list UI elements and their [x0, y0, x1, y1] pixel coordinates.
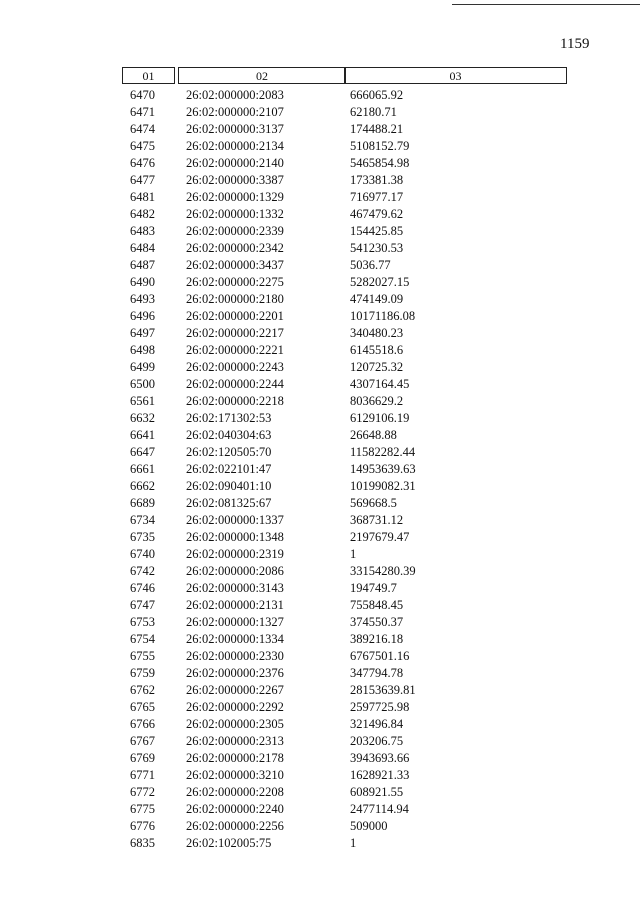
table-cell-c3: 569668.5 — [350, 496, 397, 510]
table-row — [0, 750, 640, 767]
table-cell-c2: 26:02:000000:2256 — [186, 819, 284, 833]
table-cell-c2: 26:02:040304:63 — [186, 428, 272, 442]
table-cell-c3: 26648.88 — [350, 428, 397, 442]
table-cell-c3: 10171186.08 — [350, 309, 416, 323]
table-cell-c1: 6766 — [130, 717, 155, 731]
table-cell-c1: 6475 — [130, 139, 155, 153]
table-row — [0, 291, 640, 308]
table-row — [0, 172, 640, 189]
column-header-03: 03 — [344, 67, 567, 84]
table-cell-c2: 26:02:171302:53 — [186, 411, 272, 425]
table-cell-c3: 2477114.94 — [350, 802, 409, 816]
table-cell-c2: 26:02:000000:1337 — [186, 513, 284, 527]
table-cell-c3: 1628921.33 — [350, 768, 410, 782]
table-row — [0, 784, 640, 801]
table-row — [0, 716, 640, 733]
table-cell-c2: 26:02:000000:2083 — [186, 88, 284, 102]
table-cell-c1: 6747 — [130, 598, 155, 612]
table-cell-c3: 755848.45 — [350, 598, 404, 612]
table-cell-c2: 26:02:000000:2180 — [186, 292, 284, 306]
table-row — [0, 410, 640, 427]
table-row — [0, 206, 640, 223]
table-row — [0, 444, 640, 461]
table-cell-c3: 174488.21 — [350, 122, 404, 136]
table-row — [0, 138, 640, 155]
table-row — [0, 461, 640, 478]
table-cell-c3: 28153639.81 — [350, 683, 416, 697]
table-cell-c2: 26:02:000000:2221 — [186, 343, 284, 357]
table-cell-c3: 2597725.98 — [350, 700, 410, 714]
table-body — [0, 87, 640, 852]
table-cell-c2: 26:02:000000:1348 — [186, 530, 284, 544]
table-row — [0, 546, 640, 563]
table-row — [0, 767, 640, 784]
table-cell-c1: 6499 — [130, 360, 155, 374]
table-cell-c3: 467479.62 — [350, 207, 404, 221]
table-cell-c1: 6476 — [130, 156, 155, 170]
table-cell-c2: 26:02:000000:2140 — [186, 156, 284, 170]
table-cell-c1: 6632 — [130, 411, 155, 425]
table-cell-c1: 6771 — [130, 768, 155, 782]
table-cell-c2: 26:02:000000:2319 — [186, 547, 284, 561]
table-cell-c1: 6500 — [130, 377, 155, 391]
table-row — [0, 580, 640, 597]
top-rule — [452, 4, 640, 5]
table-row — [0, 682, 640, 699]
table-cell-c2: 26:02:000000:3387 — [186, 173, 284, 187]
table-row — [0, 325, 640, 342]
table-header — [122, 67, 567, 85]
table-cell-c1: 6487 — [130, 258, 155, 272]
table-row — [0, 342, 640, 359]
table-cell-c2: 26:02:000000:2134 — [186, 139, 284, 153]
table-cell-c2: 26:02:000000:2376 — [186, 666, 284, 680]
table-row — [0, 733, 640, 750]
table-cell-c3: 608921.55 — [350, 785, 404, 799]
table-cell-c2: 26:02:000000:2201 — [186, 309, 284, 323]
table-cell-c1: 6493 — [130, 292, 155, 306]
table-row — [0, 87, 640, 104]
table-row — [0, 801, 640, 818]
page-number: 1159 — [560, 36, 590, 52]
table-cell-c2: 26:02:000000:2339 — [186, 224, 284, 238]
table-row — [0, 308, 640, 325]
table-cell-c3: 321496.84 — [350, 717, 404, 731]
table-cell-c3: 5036.77 — [350, 258, 391, 272]
column-header-02: 02 — [178, 67, 346, 84]
table-row — [0, 835, 640, 852]
table-row — [0, 818, 640, 835]
table-cell-c3: 6129106.19 — [350, 411, 410, 425]
table-cell-c2: 26:02:000000:2218 — [186, 394, 284, 408]
table-row — [0, 393, 640, 410]
table-cell-c3: 340480.23 — [350, 326, 404, 340]
table-cell-c2: 26:02:000000:2267 — [186, 683, 284, 697]
table-row — [0, 189, 640, 206]
table-cell-c1: 6497 — [130, 326, 155, 340]
table-cell-c2: 26:02:000000:2244 — [186, 377, 284, 391]
table-cell-c1: 6661 — [130, 462, 155, 476]
table-cell-c2: 26:02:000000:2313 — [186, 734, 284, 748]
table-cell-c2: 26:02:102005:75 — [186, 836, 272, 850]
table-cell-c2: 26:02:000000:2107 — [186, 105, 284, 119]
table-cell-c2: 26:02:000000:1334 — [186, 632, 284, 646]
table-cell-c1: 6762 — [130, 683, 155, 697]
table-cell-c1: 6740 — [130, 547, 155, 561]
table-cell-c3: 1 — [350, 836, 357, 850]
table-row — [0, 699, 640, 716]
table-cell-c3: 389216.18 — [350, 632, 404, 646]
table-cell-c3: 541230.53 — [350, 241, 404, 255]
table-cell-c3: 368731.12 — [350, 513, 404, 527]
table-row — [0, 104, 640, 121]
table-cell-c3: 194749.7 — [350, 581, 397, 595]
table-cell-c1: 6471 — [130, 105, 155, 119]
table-cell-c2: 26:02:000000:1332 — [186, 207, 284, 221]
table-row — [0, 563, 640, 580]
column-header-01: 01 — [122, 67, 175, 84]
table-cell-c3: 10199082.31 — [350, 479, 416, 493]
table-cell-c2: 26:02:081325:67 — [186, 496, 272, 510]
table-row — [0, 614, 640, 631]
table-cell-c3: 6145518.6 — [350, 343, 404, 357]
table-cell-c2: 26:02:090401:10 — [186, 479, 272, 493]
table-row — [0, 376, 640, 393]
table-cell-c1: 6772 — [130, 785, 155, 799]
table-cell-c1: 6769 — [130, 751, 155, 765]
table-cell-c3: 5108152.79 — [350, 139, 410, 153]
table-cell-c2: 26:02:000000:2217 — [186, 326, 284, 340]
table-cell-c2: 26:02:000000:2342 — [186, 241, 284, 255]
table-cell-c3: 154425.85 — [350, 224, 404, 238]
table-row — [0, 648, 640, 665]
table-cell-c1: 6662 — [130, 479, 155, 493]
table-cell-c3: 62180.71 — [350, 105, 397, 119]
table-cell-c2: 26:02:000000:2131 — [186, 598, 284, 612]
table-row — [0, 240, 640, 257]
table-cell-c2: 26:02:000000:2208 — [186, 785, 284, 799]
table-cell-c1: 6481 — [130, 190, 155, 204]
table-cell-c2: 26:02:000000:2086 — [186, 564, 284, 578]
table-cell-c3: 8036629.2 — [350, 394, 404, 408]
table-row — [0, 597, 640, 614]
table-cell-c1: 6647 — [130, 445, 155, 459]
table-row — [0, 274, 640, 291]
table-cell-c1: 6490 — [130, 275, 155, 289]
table-cell-c1: 6775 — [130, 802, 155, 816]
table-cell-c3: 14953639.63 — [350, 462, 416, 476]
table-cell-c3: 173381.38 — [350, 173, 404, 187]
table-cell-c3: 5465854.98 — [350, 156, 410, 170]
table-cell-c1: 6496 — [130, 309, 155, 323]
table-cell-c1: 6483 — [130, 224, 155, 238]
table-cell-c2: 26:02:120505:70 — [186, 445, 272, 459]
table-cell-c1: 6561 — [130, 394, 155, 408]
table-cell-c2: 26:02:000000:3143 — [186, 581, 284, 595]
table-cell-c2: 26:02:000000:2178 — [186, 751, 284, 765]
table-cell-c1: 6484 — [130, 241, 155, 255]
table-cell-c1: 6734 — [130, 513, 155, 527]
table-cell-c2: 26:02:000000:2240 — [186, 802, 284, 816]
table-cell-c1: 6482 — [130, 207, 155, 221]
table-cell-c2: 26:02:000000:2292 — [186, 700, 284, 714]
table-row — [0, 121, 640, 138]
table-cell-c2: 26:02:000000:3210 — [186, 768, 284, 782]
table-cell-c2: 26:02:000000:1327 — [186, 615, 284, 629]
table-cell-c2: 26:02:022101:47 — [186, 462, 272, 476]
table-cell-c1: 6759 — [130, 666, 155, 680]
table-cell-c1: 6755 — [130, 649, 155, 663]
table-cell-c1: 6765 — [130, 700, 155, 714]
table-cell-c2: 26:02:000000:3137 — [186, 122, 284, 136]
table-cell-c3: 120725.32 — [350, 360, 404, 374]
table-cell-c1: 6767 — [130, 734, 155, 748]
table-cell-c3: 3943693.66 — [350, 751, 410, 765]
table-cell-c1: 6477 — [130, 173, 155, 187]
table-cell-c1: 6746 — [130, 581, 155, 595]
table-row — [0, 529, 640, 546]
table-cell-c2: 26:02:000000:3437 — [186, 258, 284, 272]
table-cell-c1: 6753 — [130, 615, 155, 629]
table-cell-c3: 33154280.39 — [350, 564, 416, 578]
table-cell-c3: 5282027.15 — [350, 275, 410, 289]
table-cell-c1: 6735 — [130, 530, 155, 544]
table-cell-c1: 6776 — [130, 819, 155, 833]
table-cell-c1: 6754 — [130, 632, 155, 646]
table-cell-c3: 2197679.47 — [350, 530, 410, 544]
table-row — [0, 512, 640, 529]
table-cell-c1: 6641 — [130, 428, 155, 442]
table-cell-c3: 374550.37 — [350, 615, 404, 629]
table-row — [0, 665, 640, 682]
table-row — [0, 359, 640, 376]
table-cell-c2: 26:02:000000:2305 — [186, 717, 284, 731]
table-cell-c1: 6835 — [130, 836, 155, 850]
table-cell-c1: 6742 — [130, 564, 155, 578]
table-cell-c3: 203206.75 — [350, 734, 404, 748]
table-cell-c1: 6474 — [130, 122, 155, 136]
table-cell-c3: 11582282.44 — [350, 445, 416, 459]
table-cell-c2: 26:02:000000:1329 — [186, 190, 284, 204]
table-cell-c2: 26:02:000000:2243 — [186, 360, 284, 374]
table-row — [0, 631, 640, 648]
table-cell-c3: 6767501.16 — [350, 649, 410, 663]
table-cell-c2: 26:02:000000:2275 — [186, 275, 284, 289]
table-cell-c3: 474149.09 — [350, 292, 404, 306]
table-cell-c3: 347794.78 — [350, 666, 404, 680]
table-cell-c3: 4307164.45 — [350, 377, 410, 391]
table-row — [0, 495, 640, 512]
table-cell-c1: 6689 — [130, 496, 155, 510]
table-cell-c3: 716977.17 — [350, 190, 404, 204]
table-row — [0, 223, 640, 240]
table-cell-c1: 6498 — [130, 343, 155, 357]
table-row — [0, 155, 640, 172]
table-cell-c3: 1 — [350, 547, 357, 561]
table-cell-c2: 26:02:000000:2330 — [186, 649, 284, 663]
table-cell-c3: 666065.92 — [350, 88, 404, 102]
table-cell-c1: 6470 — [130, 88, 155, 102]
table-row — [0, 257, 640, 274]
table-cell-c3: 509000 — [350, 819, 388, 833]
table-row — [0, 427, 640, 444]
table-row — [0, 478, 640, 495]
